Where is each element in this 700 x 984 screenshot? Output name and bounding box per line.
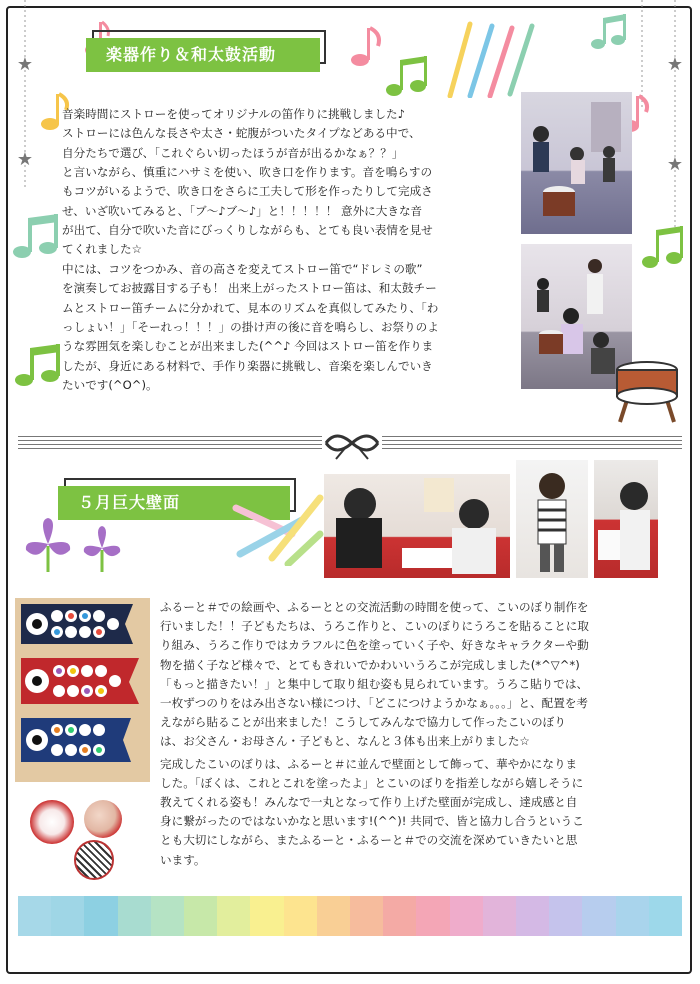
strip-block xyxy=(250,896,284,936)
music-note-icon xyxy=(590,12,626,52)
taiko-photo-1 xyxy=(521,92,632,234)
music-note-icon xyxy=(640,222,686,270)
music-note-icon xyxy=(384,52,430,98)
body-line: うな雰囲気を楽しむことが出来ました(^^♪ 今回はストロー笛を作りま xyxy=(62,339,434,354)
body-line: とも大切にしながら、またふるーと・ふるーと＃での交流を深めていきたいと思 xyxy=(160,833,578,848)
body-line: 教えてくれる姿も！みんなで一丸となって作り上げた壁面が完成し、達成感と自 xyxy=(160,795,578,809)
craft-photo-2 xyxy=(516,460,588,578)
body-line: 「もっと描きたい！」と集中して取り組む姿も見られています。うろこ貼りでは、 xyxy=(160,676,589,691)
body-line: 物を描く子など様々で、とてもきれいでかわいいうろこが完成しました(*^▽^*) xyxy=(160,657,580,672)
body-line: たいです(^O^)。 xyxy=(62,377,158,392)
body-line: います。 xyxy=(160,852,206,867)
body-line: っしょい！」「そーれっ！！！」の掛け声の後に音を鳴らし、お祭りのよ xyxy=(62,319,439,334)
strip-block xyxy=(582,896,616,936)
crayon-icon xyxy=(232,494,324,566)
straw-icon xyxy=(440,18,550,98)
body-line: が出て、自分で吹いた音にびっくりしながらも、とても良い表情を見せ xyxy=(62,223,433,238)
body-line: したが、身近にある材料で、手作り楽器に挑戦し、音楽を楽しんでいき xyxy=(62,358,433,373)
body-line: 自分たちで選び、「これぐらい切ったほうが音が出るかなぁ？？」 xyxy=(62,145,404,160)
strip-block xyxy=(51,896,85,936)
strip-block xyxy=(416,896,450,936)
section1-title: 楽器作り＆和太鼓活動 xyxy=(86,38,320,72)
body-line: した。「ぼくは、これとこれを塗ったよ」とこいのぼりを指差しながら嬉しそうに xyxy=(160,775,584,790)
body-line: 一枚ずつのりをはみ出さない様につけ、「どこにつけようかなぁ。。。」と、配置を考 xyxy=(160,696,589,710)
circle-photo-1 xyxy=(30,800,74,844)
strip-block xyxy=(184,896,218,936)
body-line: 音楽時間にストローを使ってオリジナルの笛作りに挑戦しました♪ xyxy=(62,107,406,121)
body-line: ムとストロー笛チームに分かれて、見本のリズムを真似してみたり、「わ xyxy=(62,300,439,315)
strip-block xyxy=(151,896,185,936)
strip-block xyxy=(383,896,417,936)
strip-block xyxy=(483,896,517,936)
svg-text:★: ★ xyxy=(666,54,684,75)
body-line: 身に繋がったのではないかなと思います!(^^)! 共同で、皆と協力し合うというこ xyxy=(160,814,584,829)
strip-block xyxy=(516,896,550,936)
strip-block xyxy=(350,896,384,936)
music-note-icon xyxy=(12,210,60,260)
circle-photo-3 xyxy=(74,840,114,880)
koinobori-photo xyxy=(15,598,150,782)
body-line: と言いながら、慎重にハサミを使い、吹き口を作ります。音を鳴らすの xyxy=(62,165,433,180)
strip-block xyxy=(118,896,152,936)
section2-title: ５月巨大壁面 xyxy=(58,486,290,520)
body-line: り組み、うろこ作りではカラフルに色を塗っていく子や、好きなキャラクターや動 xyxy=(160,638,589,653)
craft-photo-1 xyxy=(324,474,510,578)
star-garland-icon xyxy=(660,0,690,240)
body-line: ふるーと＃での絵画や、ふるーととの交流活動の時間を使って、こいのぼり制作を xyxy=(160,600,589,614)
body-line: えながら貼ることが出来ました！こうしてみんなで協力して作ったこいのぼり xyxy=(160,715,566,730)
body-line: ストローには色んな長さや太さ・蛇腹がついたタイプなどある中で、 xyxy=(62,126,421,141)
star-garland-icon xyxy=(10,0,40,200)
body-line: は、お父さん・お母さん・子どもと、なんと３体も出来上がりました☆ xyxy=(160,734,530,749)
svg-text:★: ★ xyxy=(16,149,34,170)
strip-block xyxy=(284,896,318,936)
body-line: 中には、コツをつかみ、音の高さを変えてストロー笛で“ドレミの歌” xyxy=(62,261,423,276)
drum-icon xyxy=(610,358,684,424)
strip-block xyxy=(18,896,52,936)
strip-block xyxy=(84,896,118,936)
strip-block xyxy=(317,896,351,936)
craft-photo-3 xyxy=(594,460,658,578)
mizuhiki-knot-icon xyxy=(322,425,382,461)
strip-block xyxy=(450,896,484,936)
strip-block xyxy=(217,896,251,936)
body-line: てくれました☆ xyxy=(62,242,142,257)
svg-text:★: ★ xyxy=(666,154,684,175)
circle-photo-2 xyxy=(84,800,122,838)
strip-block xyxy=(616,896,650,936)
strip-block xyxy=(649,896,683,936)
body-line: を演奏してお披露目する子も！ 出来上がったストロー笛は、和太鼓チー xyxy=(62,281,437,296)
music-note-icon xyxy=(350,24,386,68)
body-line: 完成したこいのぼりは、ふるーと＃に並んで壁面として飾って、華やかになりま xyxy=(160,756,578,771)
music-note-icon xyxy=(14,342,62,388)
iris-flower-icon xyxy=(20,516,130,572)
body-line: せ、いざ吹いてみると、「ブ～♪ブ～♪」と！！！！！ 意外に大きな音 xyxy=(62,203,423,218)
body-line: もコツがいるようで、吹き口をさらに工夫して形を作ったりして完成さ xyxy=(62,184,433,199)
svg-text:★: ★ xyxy=(16,54,34,75)
strip-block xyxy=(549,896,583,936)
body-line: 行いました！！子どもたちは、うろこ作りと、こいのぼりにうろこを貼ることに取 xyxy=(160,619,589,634)
